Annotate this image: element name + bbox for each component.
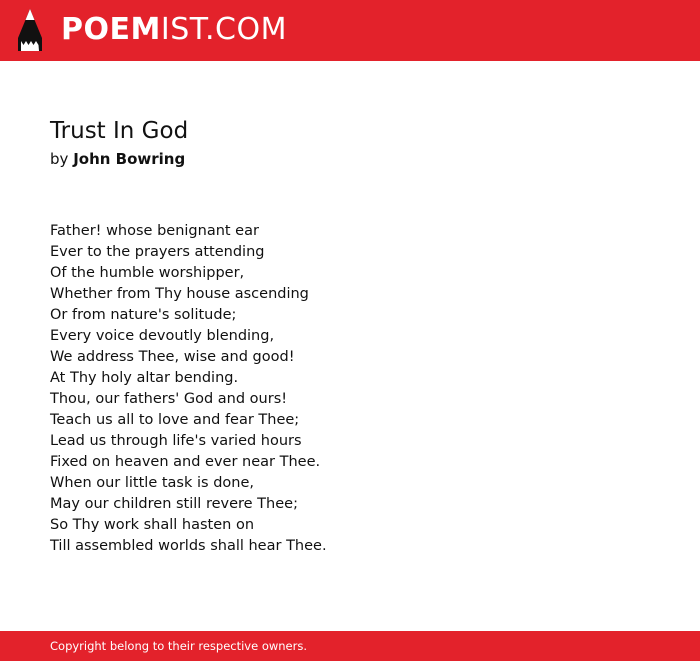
- site-logo-link[interactable]: [16, 8, 287, 52]
- poem-line: Till assembled worlds shall hear Thee.: [50, 538, 327, 554]
- poem-line: We address Thee, wise and good!: [50, 349, 295, 365]
- poem-line: Every voice devoutly blending,: [50, 328, 275, 344]
- site-header: [0, 0, 700, 61]
- poem-content: [50, 116, 670, 557]
- poem-line: So Thy work shall hasten on: [50, 517, 255, 533]
- poem-line: Teach us all to love and fear Thee;: [50, 412, 300, 428]
- site-footer: [0, 631, 700, 661]
- copyright-notice: Copyright belong to their respective owners.: [50, 639, 308, 653]
- pencil-icon: [16, 8, 44, 52]
- poem-line: Of the humble worshipper,: [50, 265, 245, 281]
- poem-line: Lead us through life's varied hours: [50, 433, 302, 449]
- poem-title: Trust In God: [50, 118, 189, 144]
- site-logo-text: [61, 8, 287, 52]
- poem-line: Fixed on heaven and ever near Thee.: [50, 454, 321, 470]
- poem-body: [50, 221, 670, 557]
- byline-prefix: by: [50, 150, 69, 168]
- poem-byline: [50, 148, 670, 170]
- poem-line: At Thy holy altar bending.: [50, 370, 239, 386]
- poem-line: Ever to the prayers attending: [50, 244, 265, 260]
- poem-line: Or from nature's solitude;: [50, 307, 237, 323]
- poem-line: Father! whose benignant ear: [50, 223, 259, 239]
- poem-line: May our children still revere Thee;: [50, 496, 298, 512]
- logo-text-strong: POEM: [61, 12, 161, 47]
- poem-line: When our little task is done,: [50, 475, 254, 491]
- poem-line: Thou, our fathers' God and ours!: [50, 391, 288, 407]
- logo-text-light: IST.COM: [160, 12, 287, 47]
- poem-line: Whether from Thy house ascending: [50, 286, 309, 302]
- poem-author: John Bowring: [73, 150, 186, 168]
